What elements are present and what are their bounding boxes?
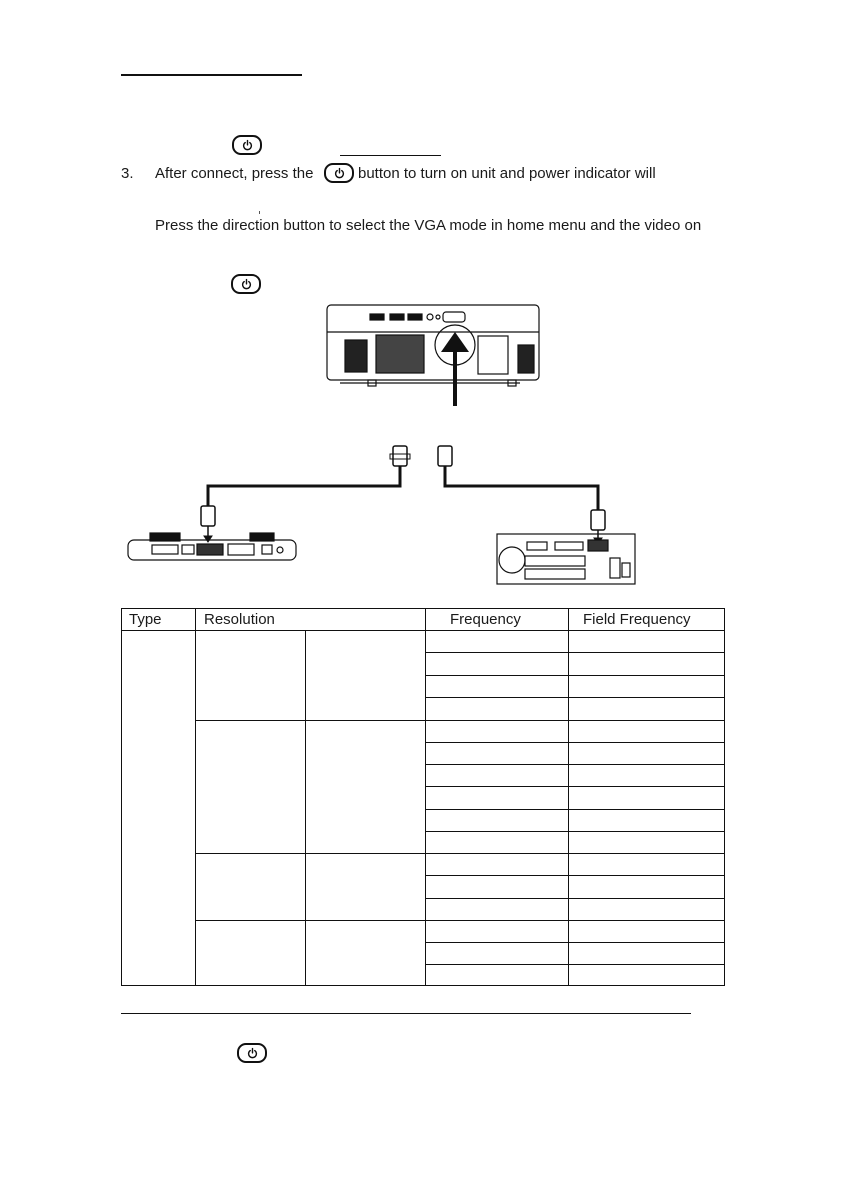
vga-instruction: Press the direction button to select the VGA mode in home menu and the video on bbox=[155, 217, 702, 234]
vga-cable-left bbox=[201, 446, 410, 542]
step3-text-end: button to turn on unit and power indicator will bbox=[358, 165, 656, 182]
step3-text-start: After connect, press the bbox=[155, 165, 314, 182]
bottom-rule bbox=[121, 1013, 691, 1014]
header-type: Type bbox=[129, 611, 162, 628]
power-icon bbox=[246, 1047, 259, 1060]
vga-cable-right bbox=[438, 446, 605, 544]
laptop-illustration bbox=[128, 533, 296, 560]
header-resolution: Resolution bbox=[204, 611, 275, 628]
header-field-frequency: Field Frequency bbox=[583, 611, 691, 628]
power-button-icon bbox=[237, 1043, 267, 1063]
arrow-up-icon bbox=[441, 332, 469, 352]
desktop-pc-illustration bbox=[497, 534, 635, 584]
header-frequency: Frequency bbox=[450, 611, 521, 628]
projector-illustration bbox=[327, 305, 539, 386]
step-number: 3. bbox=[121, 165, 134, 182]
resolution-table bbox=[121, 608, 725, 986]
